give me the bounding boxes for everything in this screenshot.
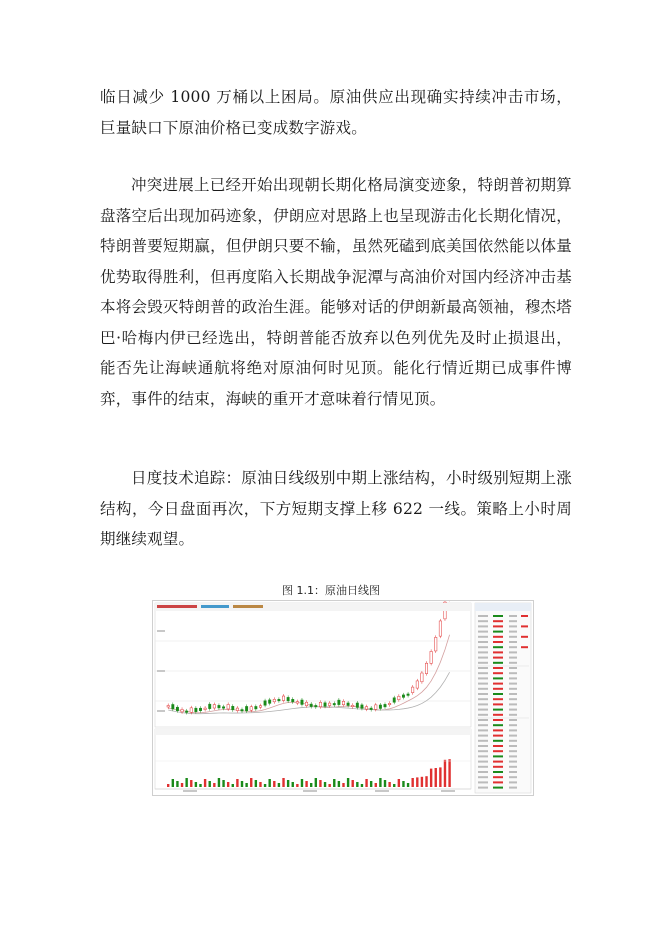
chart-graphic	[153, 601, 533, 795]
paragraph-3: 日度技术追踪：原油日线级别中期上涨结构，小时级别短期上涨结构，今日盘面再次，下方短期支撑上移 622 一线。策略上小时周期继续观望。	[100, 469, 572, 548]
paragraph-2: 冲突进展上已经开始出现朝长期化格局演变迹象，特朗普初期算盘落空后出现加码迹象，伊朗应对思路上也呈现游击化长期化情况，特朗普要短期赢，但伊朗只要不输，虽然死磕到底美国依然能以体量优势取得胜利，但再度陷入长期战争泥潭与高油价对国内经济冲击基本将会毁灭特朗普的政治生涯。能够对话的伊朗新最高领袖，穆杰塔巴·哈梅内伊已经选出，特朗普能否放弃以色列优先及时止损退出，能否先让海峡通航将绝对原油何时见顶。能化行情近期已成事件博弈，事件的结束，海峡的重开才意味着行情见顶。	[100, 176, 572, 408]
crude-oil-daily-chart-image	[152, 600, 534, 796]
figure-caption: 图 1.1：原油日线图	[282, 584, 380, 597]
paragraph-1: 临日减少 1000 万桶以上困局。原油供应出现确实持续冲击市场，巨量缺口下原油价格已变成数字游戏。	[100, 88, 572, 137]
